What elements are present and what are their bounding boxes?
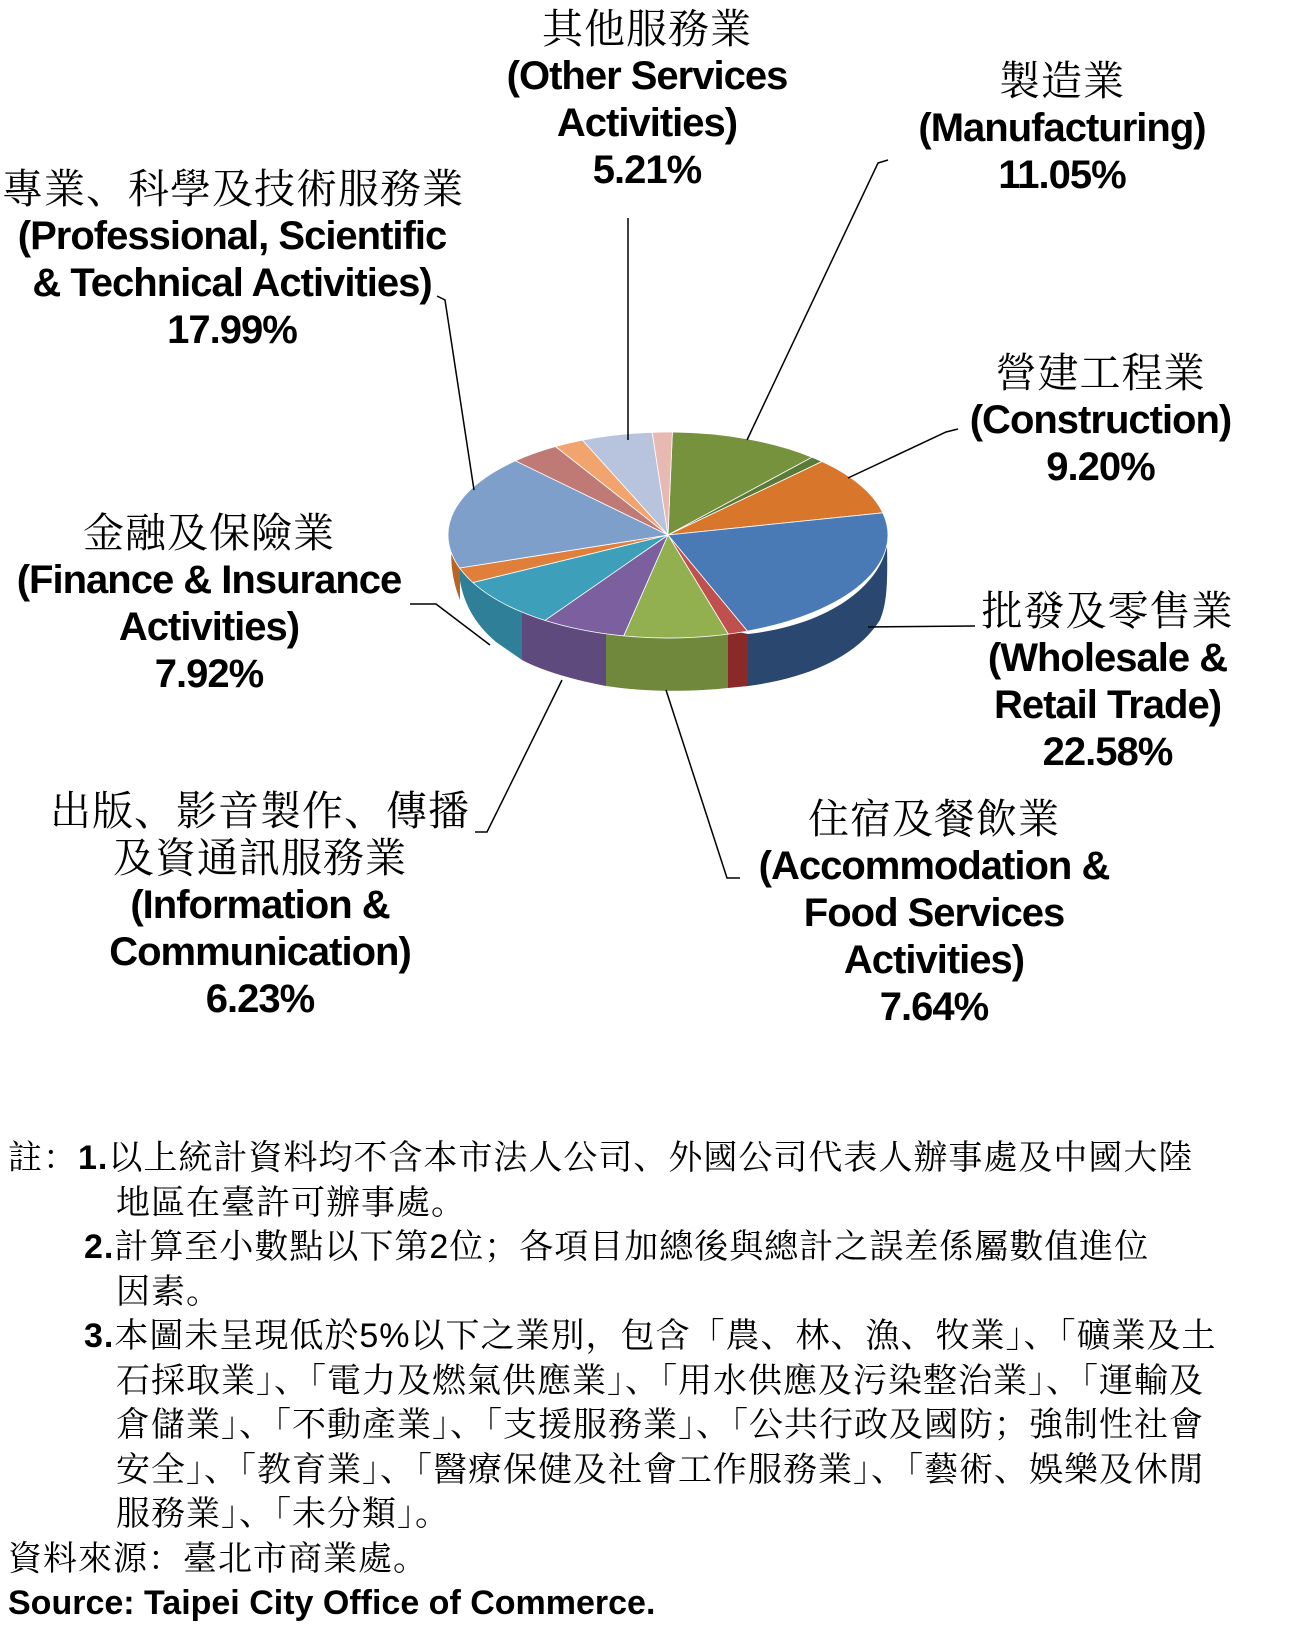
notes-prefix: 註： — [8, 1139, 78, 1177]
label-other-services — [497, 6, 797, 194]
label-finance-en2: Activities) — [118, 605, 300, 649]
label-information-en2: Communication) — [109, 930, 411, 974]
label-wholesale-value: 22.58% — [1042, 730, 1173, 774]
note-3 — [8, 1314, 1288, 1359]
label-finance-value: 7.92% — [154, 652, 264, 696]
note-2 — [8, 1225, 1288, 1270]
label-other-services-value: 5.21% — [592, 148, 702, 192]
label-information-en1: (Information & — [130, 883, 390, 927]
note-3-line-3: 倉儲業」、「不動產業」、「支援服務業」、「公共行政及國防；強制性社會 — [116, 1406, 1204, 1444]
label-professional-value: 17.99% — [167, 308, 297, 352]
label-information-zh2: 及資通訊服務業 — [113, 835, 407, 881]
label-information-value: 6.23% — [205, 977, 315, 1021]
label-construction-zh: 營建工程業 — [995, 350, 1206, 396]
note-2-number: 2. — [84, 1228, 115, 1266]
source-en: Source: Taipei City Office of Commerce. — [8, 1584, 656, 1622]
label-construction-value: 9.20% — [1046, 445, 1155, 489]
label-finance-en1: (Finance & Insurance — [16, 558, 402, 602]
label-accommodation — [740, 796, 1128, 1031]
note-3-line-4: 安全」、「教育業」、「醫療保健及社會工作服務業」、「藝術、娛樂及休閒 — [116, 1450, 1204, 1489]
label-other-services-zh: 其他服務業 — [542, 6, 752, 52]
label-manufacturing-zh: 製造業 — [999, 58, 1125, 104]
label-construction — [958, 350, 1243, 491]
note-1 — [8, 1136, 1288, 1181]
label-wholesale-zh: 批發及零售業 — [981, 588, 1234, 634]
leader-manufacturing — [747, 160, 888, 440]
notes-block — [8, 1136, 1288, 1626]
label-accommodation-en3: Activities) — [843, 938, 1025, 982]
note-2-line-2: 因素。 — [116, 1272, 221, 1311]
label-information-zh1: 出版、影音製作、傳播 — [50, 788, 470, 834]
label-professional — [2, 166, 462, 354]
label-manufacturing-en1: (Manufacturing) — [918, 106, 1206, 150]
leader-wholesale — [868, 626, 975, 627]
note-3-number: 3. — [84, 1317, 115, 1355]
pie-top-face — [448, 432, 888, 638]
label-accommodation-en1: (Accommodation & — [758, 844, 1110, 888]
label-other-services-en1: (Other Services — [506, 54, 788, 98]
note-3-line-2: 石採取業」、「電力及燃氣供應業」、「用水供應及污染整治業」、「運輸及 — [116, 1361, 1204, 1400]
label-other-services-en2: Activities) — [556, 101, 738, 145]
leader-information — [475, 680, 562, 832]
label-professional-zh: 專業、科學及技術服務業 — [2, 166, 464, 212]
label-information — [40, 788, 480, 1023]
leader-construction — [848, 429, 958, 478]
note-2-line-1: 計算至小數點以下第2位；各項目加總後與總計之誤差係屬數值進位 — [114, 1228, 1150, 1266]
label-wholesale-en2: Retail Trade) — [993, 683, 1222, 727]
source-zh: 資料來源：臺北市商業處。 — [8, 1539, 428, 1578]
label-professional-en2: & Technical Activities) — [32, 261, 432, 305]
label-manufacturing-value: 11.05% — [998, 153, 1126, 197]
label-finance — [0, 510, 418, 698]
note-3-line-5: 服務業」、「未分類」。 — [116, 1495, 450, 1533]
note-1-number: 1. — [78, 1139, 109, 1177]
pie-side-accommodation — [606, 630, 728, 691]
label-construction-en1: (Construction) — [969, 398, 1232, 442]
leader-accommodation — [666, 690, 740, 878]
label-accommodation-zh: 住宿及餐飲業 — [808, 796, 1060, 842]
note-3-line-1: 本圖未呈現低於5%以下之業別，包含「農、林、漁、牧業」、「礦業及土 — [114, 1317, 1217, 1355]
pie-side-red — [728, 630, 748, 688]
label-manufacturing — [902, 58, 1222, 199]
label-wholesale-en1: (Wholesale & — [987, 636, 1228, 680]
label-accommodation-en2: Food Services — [803, 891, 1065, 935]
label-professional-en1: (Professional, Scientific — [17, 214, 447, 258]
note-1-line-1: 以上統計資料均不含本市法人公司、外國公司代表人辦事處及中國大陸 — [108, 1139, 1194, 1177]
label-accommodation-value: 7.64% — [879, 985, 989, 1029]
label-finance-zh: 金融及保險業 — [83, 510, 335, 556]
note-1-line-2: 地區在臺許可辦事處。 — [116, 1183, 466, 1222]
label-wholesale — [975, 588, 1240, 776]
